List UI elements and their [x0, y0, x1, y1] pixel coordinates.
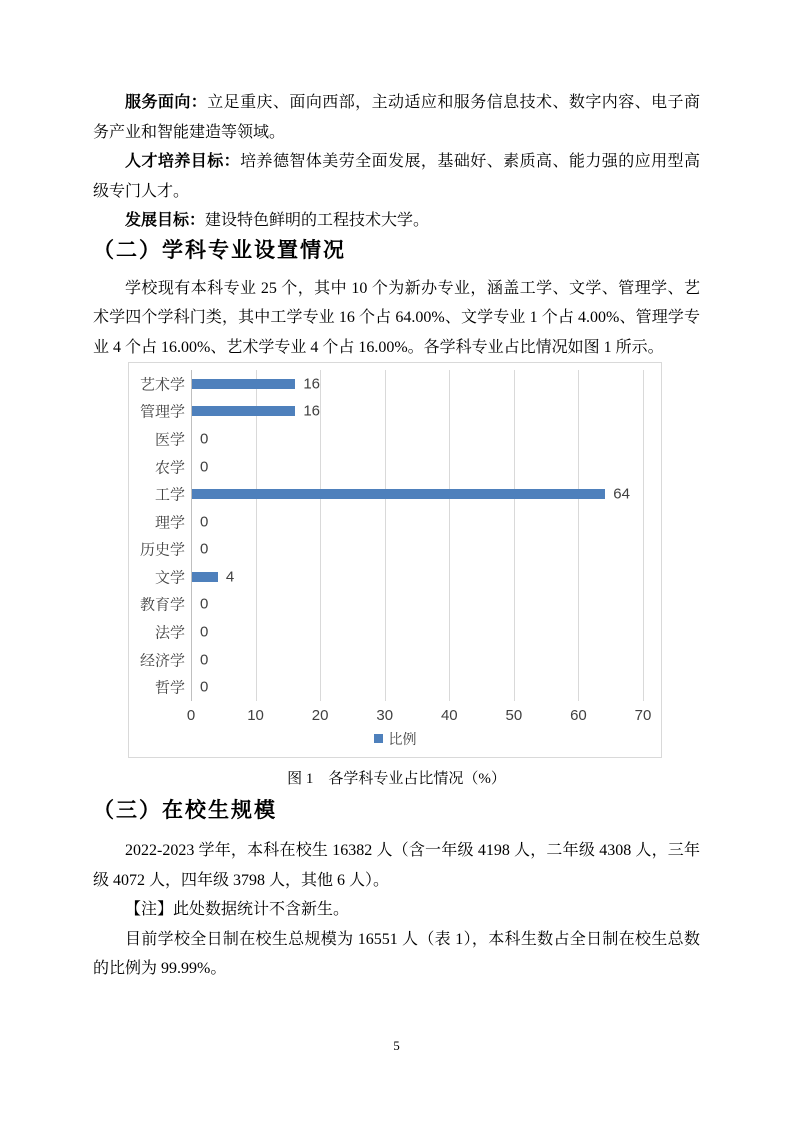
value-label: 0	[200, 540, 209, 558]
paragraph-talent-goal	[93, 147, 700, 206]
bar	[192, 406, 295, 416]
paragraph-lead: 服务面向：	[125, 94, 208, 111]
value-label: 0	[200, 623, 209, 641]
chart-row	[129, 618, 663, 646]
legend-swatch-icon	[374, 734, 383, 743]
value-label: 0	[200, 513, 209, 531]
category-label: 艺术学	[139, 377, 185, 394]
chart-row	[129, 398, 663, 426]
section-heading-enrollment: （三）在校生规模	[93, 799, 277, 822]
paragraph-enrollment: 2022-2023 学年，本科在校生 16382 人（含一年级 4198 人，二年级 4308 人，三年级 4072 人，四年级 3798 人，其他 6 人）。	[93, 842, 700, 889]
paragraph-fulltime-total: 目前学校全日制在校生总规模为 16551 人（表 1），本科生数占全日制在校生总数的比例为 99.99%。	[93, 930, 700, 977]
paragraph-text: 培养德智体美劳全面发展，基础好、素质高、能力强的应用型高级专门人才。	[93, 153, 700, 200]
legend-label: 比例	[388, 732, 417, 748]
bar	[192, 379, 295, 389]
category-label: 工学	[154, 487, 185, 504]
value-label: 0	[200, 430, 209, 448]
category-label: 历史学	[139, 542, 185, 559]
figure-caption: 图 1 各学科专业占比情况（%）	[287, 771, 506, 787]
x-tick-label: 30	[376, 706, 394, 724]
chart-row	[129, 508, 663, 536]
chart-row	[129, 563, 663, 591]
x-tick-label: 40	[440, 706, 458, 724]
category-label: 经济学	[139, 653, 185, 670]
paragraph-discipline-stats: 学校现有本科专业 25 个，其中 10 个为新办专业，涵盖工学、文学、管理学、艺术学四个学科门类，其中工学专业 16 个占 64.00%、文学专业 1 个占 4.00%、管理学专业 4 个占 16.00%、艺术学专业 4 个占 16.00%。各学科专业占比情况如图 1 所示。	[93, 279, 700, 356]
paragraph-text: 建设特色鲜明的工程技术大学。	[205, 212, 430, 229]
x-tick-label: 50	[505, 706, 523, 724]
paragraph-service-orientation	[93, 88, 700, 147]
category-label: 哲学	[154, 680, 185, 697]
paragraph-lead: 发展目标：	[125, 212, 206, 229]
value-label: 0	[200, 595, 209, 613]
bar	[192, 572, 218, 582]
category-label: 法学	[154, 625, 185, 642]
value-label: 64	[613, 485, 630, 503]
category-label: 教育学	[139, 597, 185, 614]
category-label: 管理学	[139, 404, 185, 421]
chart-row	[129, 591, 663, 619]
paragraph-note: 【注】此处数据统计不含新生。	[125, 901, 350, 918]
chart-row	[129, 370, 663, 398]
chart-row	[129, 535, 663, 563]
chart-row	[129, 480, 663, 508]
paragraph-development-goal	[93, 206, 700, 236]
bar-chart	[128, 362, 662, 758]
value-label: 0	[200, 678, 209, 696]
category-label: 农学	[154, 460, 185, 477]
value-label: 0	[200, 458, 209, 476]
section-heading-disciplines: （二）学科专业设置情况	[93, 238, 346, 262]
x-tick-label: 70	[634, 706, 652, 724]
paragraph-text: 立足重庆、面向西部，主动适应和服务信息技术、数字内容、电子商务产业和智能建造等领域。	[93, 94, 700, 141]
chart-row	[129, 673, 663, 701]
chart-legend	[129, 729, 661, 749]
chart-row	[129, 453, 663, 481]
category-label: 医学	[154, 432, 185, 449]
value-label: 0	[200, 651, 209, 669]
category-label: 理学	[154, 515, 185, 532]
page-number: 5	[393, 1038, 400, 1053]
value-label: 16	[303, 402, 320, 420]
x-tick-label: 60	[570, 706, 587, 724]
bar	[192, 489, 605, 499]
x-tick-label: 10	[247, 706, 264, 724]
value-label: 4	[225, 568, 235, 586]
chart-row	[129, 425, 663, 453]
chart-row	[129, 646, 663, 674]
x-tick-label: 20	[311, 706, 329, 724]
x-tick-label: 0	[186, 706, 196, 724]
paragraph-lead: 人才培养目标：	[125, 153, 241, 170]
value-label: 16	[303, 375, 320, 393]
category-label: 文学	[154, 570, 185, 587]
